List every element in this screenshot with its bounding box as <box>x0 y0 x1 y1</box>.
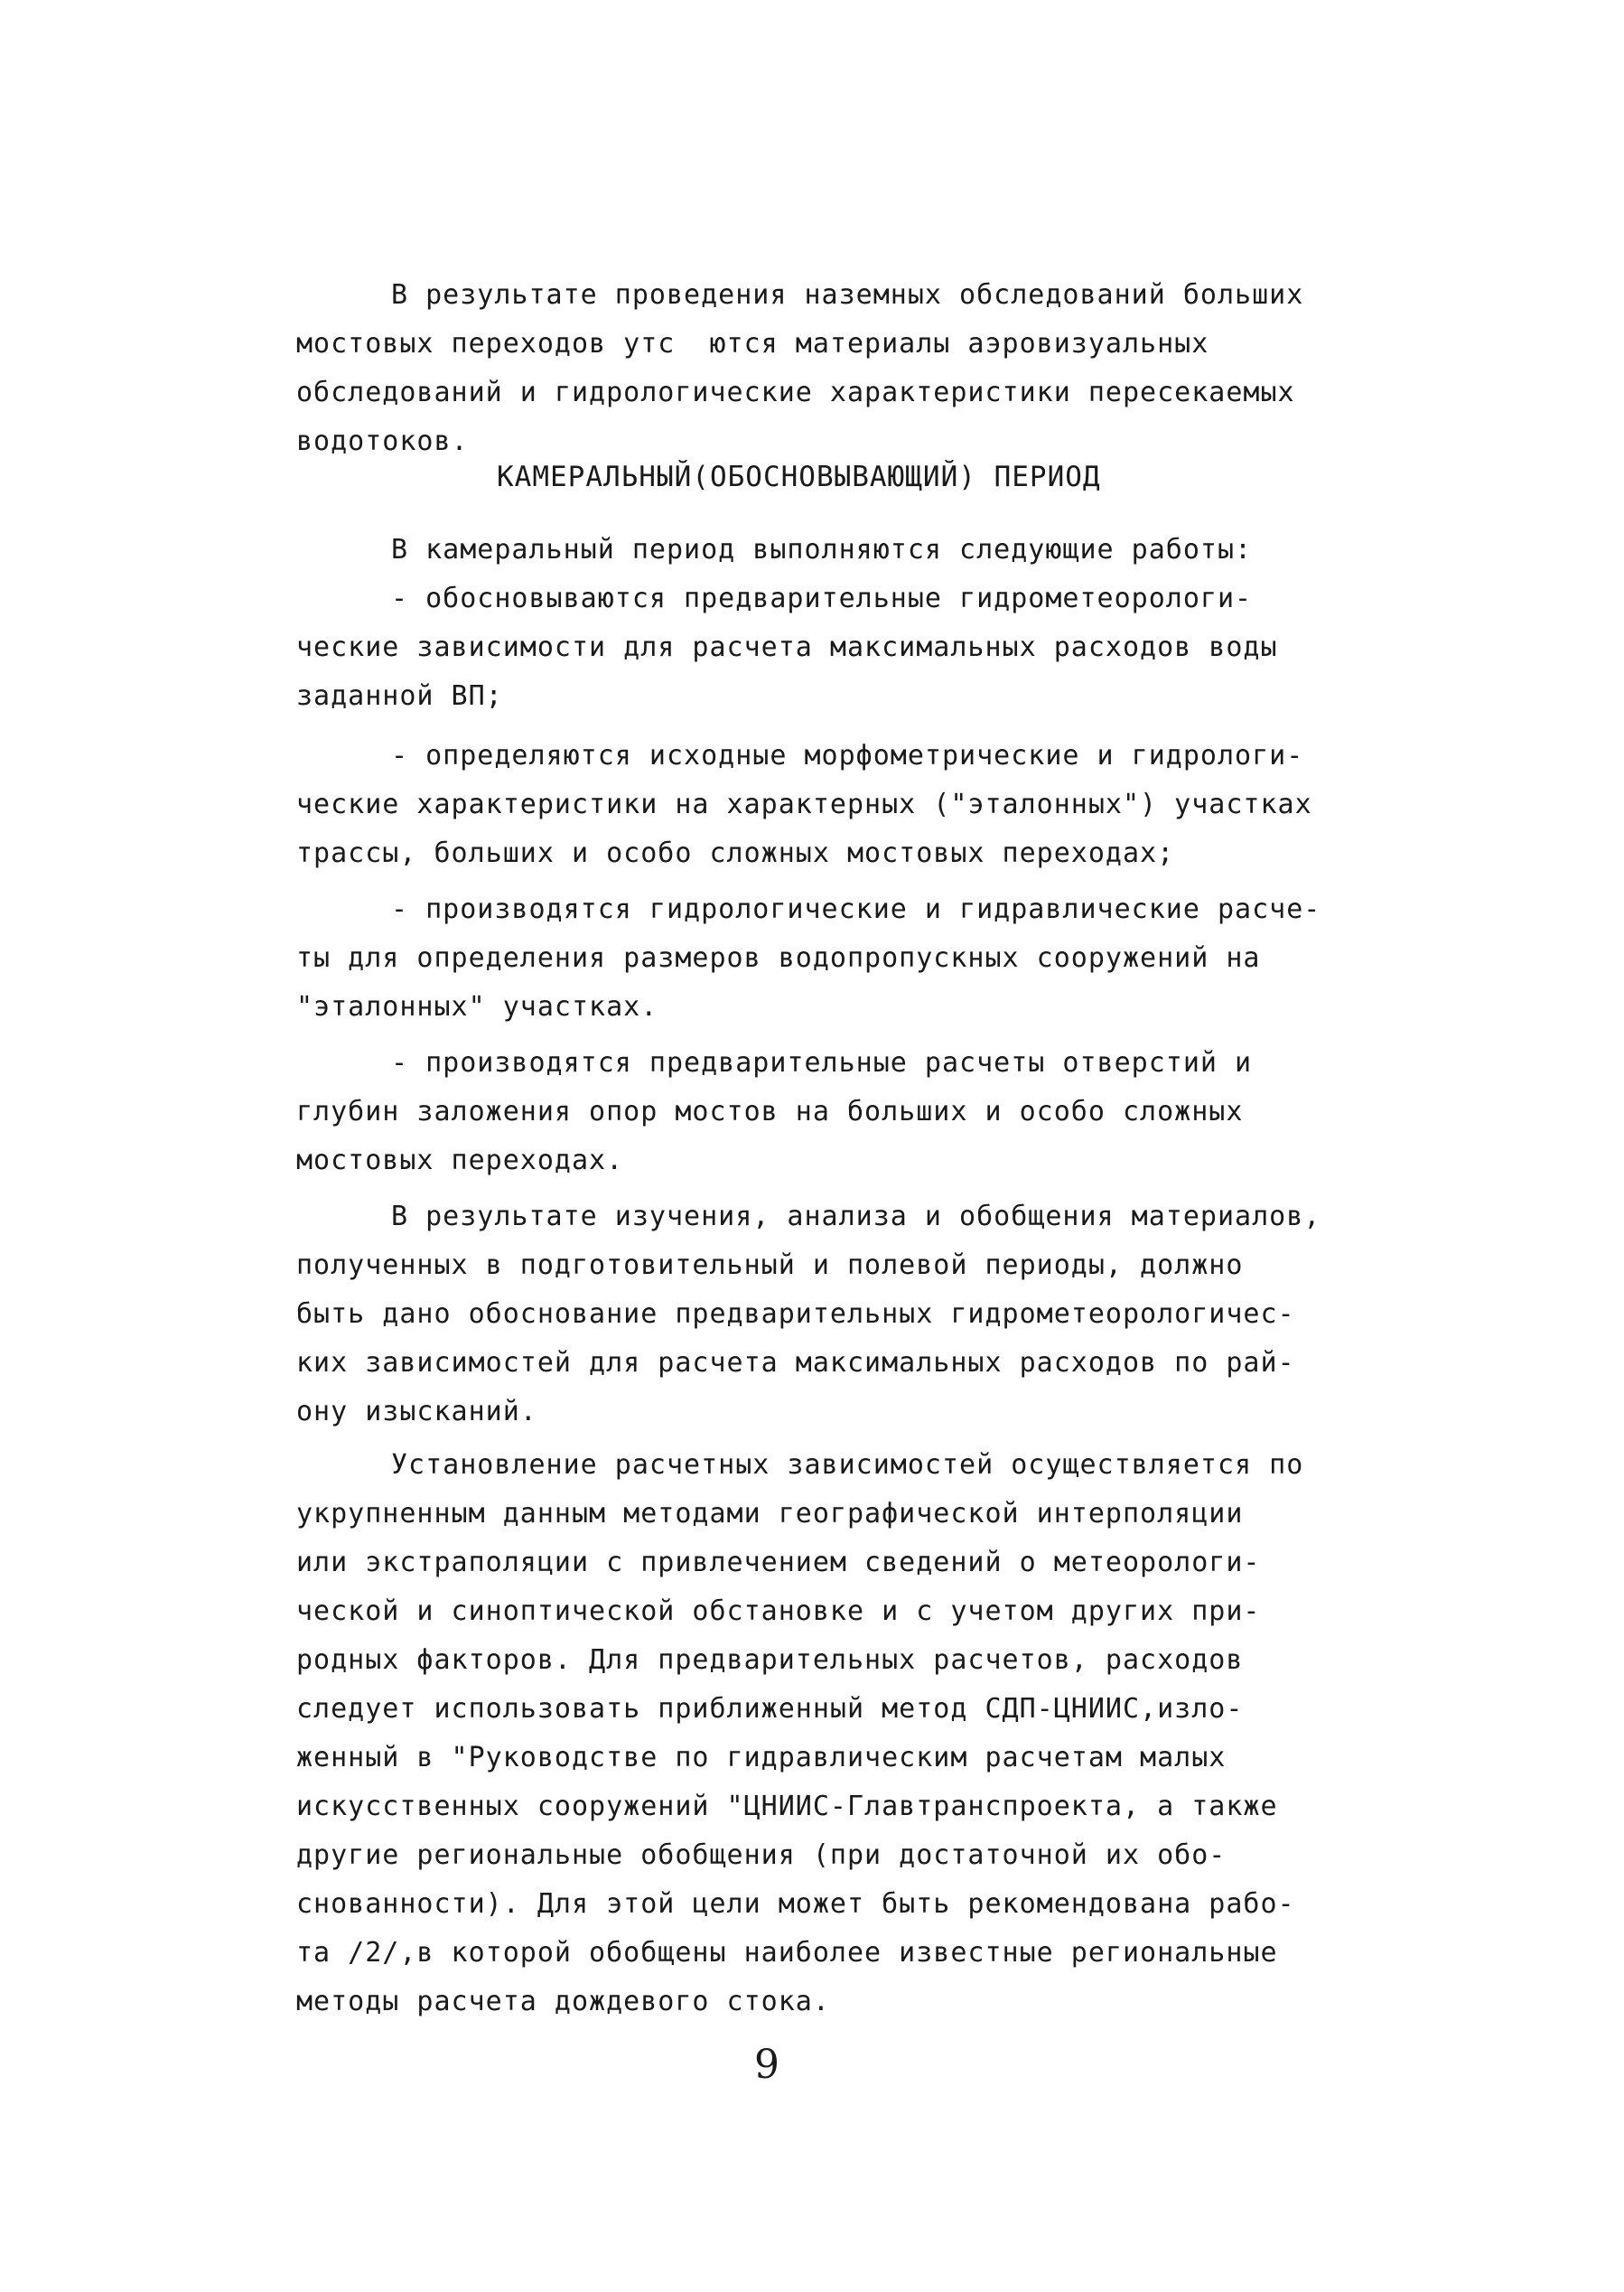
text-line: укрупненным данным методами географической интерполяции <box>296 1498 1244 1530</box>
text-line: та /2/,в которой обобщены наиболее известные региональные <box>296 1937 1278 1969</box>
text-line: ону изысканий. <box>296 1396 537 1427</box>
page-number: 9 <box>754 2042 779 2088</box>
section-heading: КАМЕРАЛЬНЫЙ(ОБОСНОВЫВАЮЩИЙ) ПЕРИОД <box>497 461 1101 493</box>
text-line: В результате проведения наземных обследований больших <box>391 279 1304 311</box>
text-line: полученных в подготовительный и полевой периоды, должно <box>296 1249 1244 1281</box>
text-line: быть дано обоснование предварительных гидрометеорологичес- <box>296 1298 1295 1330</box>
text-line: или экстраполяции с привлечением сведений о метеорологи- <box>296 1547 1261 1578</box>
text-line: В результате изучения, анализа и обобщения материалов, <box>391 1201 1321 1232</box>
text-line: водотоков. <box>296 426 469 457</box>
text-line: следует использовать приближенный метод СДП-ЦНИИС,изло- <box>296 1693 1244 1725</box>
body-paragraph <box>296 526 1425 721</box>
body-paragraph <box>296 885 1425 1032</box>
text-line: глубин заложения опор мостов на больших и особо сложных <box>296 1096 1244 1127</box>
text-line: другие региональные обобщения (при достаточной их обо- <box>296 1839 1227 1871</box>
text-line: родных факторов. Для предварительных расчетов, расходов <box>296 1644 1244 1676</box>
text-line: обследований и гидрологические характеристики пересекаемых <box>296 377 1295 408</box>
text-line: ты для определения размеров водопропускных сооружений на <box>296 942 1261 974</box>
text-line: - производятся предварительные расчеты отверстий и <box>391 1047 1253 1079</box>
text-line: Установление расчетных зависимостей осуществляется по <box>391 1449 1304 1481</box>
text-line: - производятся гидрологические и гидравлические расче- <box>391 893 1321 925</box>
text-line: женный в "Руководстве по гидравлическим расчетам малых <box>296 1742 1227 1773</box>
text-line: снованности). Для этой цели может быть рекомендована рабо- <box>296 1888 1295 1920</box>
text-line: мостовых переходах. <box>296 1145 624 1176</box>
text-line: ких зависимостей для расчета максимальных расходов по рай- <box>296 1347 1295 1379</box>
text-line: мостовых переходов утс ются материалы аэровизуальных <box>296 328 1209 360</box>
body-paragraph <box>296 1193 1425 1436</box>
text-line: ческой и синоптической обстановке и с учетом других при- <box>296 1595 1261 1627</box>
body-paragraph <box>296 1441 1425 2026</box>
intro-paragraph <box>296 271 1425 466</box>
text-line: методы расчета дождевого стока. <box>296 1986 830 2017</box>
text-line: ческие характеристики на характерных ("эталонных") участках <box>296 789 1312 820</box>
body-paragraph <box>296 732 1425 878</box>
text-line: "эталонных" участках. <box>296 991 658 1023</box>
text-line: заданной ВП; <box>296 680 503 712</box>
text-line: искусственных сооружений "ЦНИИС-Главтранспроекта, а также <box>296 1791 1278 1822</box>
text-line: В камеральный период выполняются следующие работы: <box>391 534 1253 566</box>
text-line: - определяются исходные морфометрические и гидрологи- <box>391 740 1304 772</box>
body-paragraph <box>296 1039 1425 1185</box>
text-line: трассы, больших и особо сложных мостовых переходах; <box>296 837 1175 869</box>
text-line: - обосновываются предварительные гидрометеорологи- <box>391 583 1253 614</box>
text-line: ческие зависимости для расчета максимальных расходов воды <box>296 631 1278 663</box>
